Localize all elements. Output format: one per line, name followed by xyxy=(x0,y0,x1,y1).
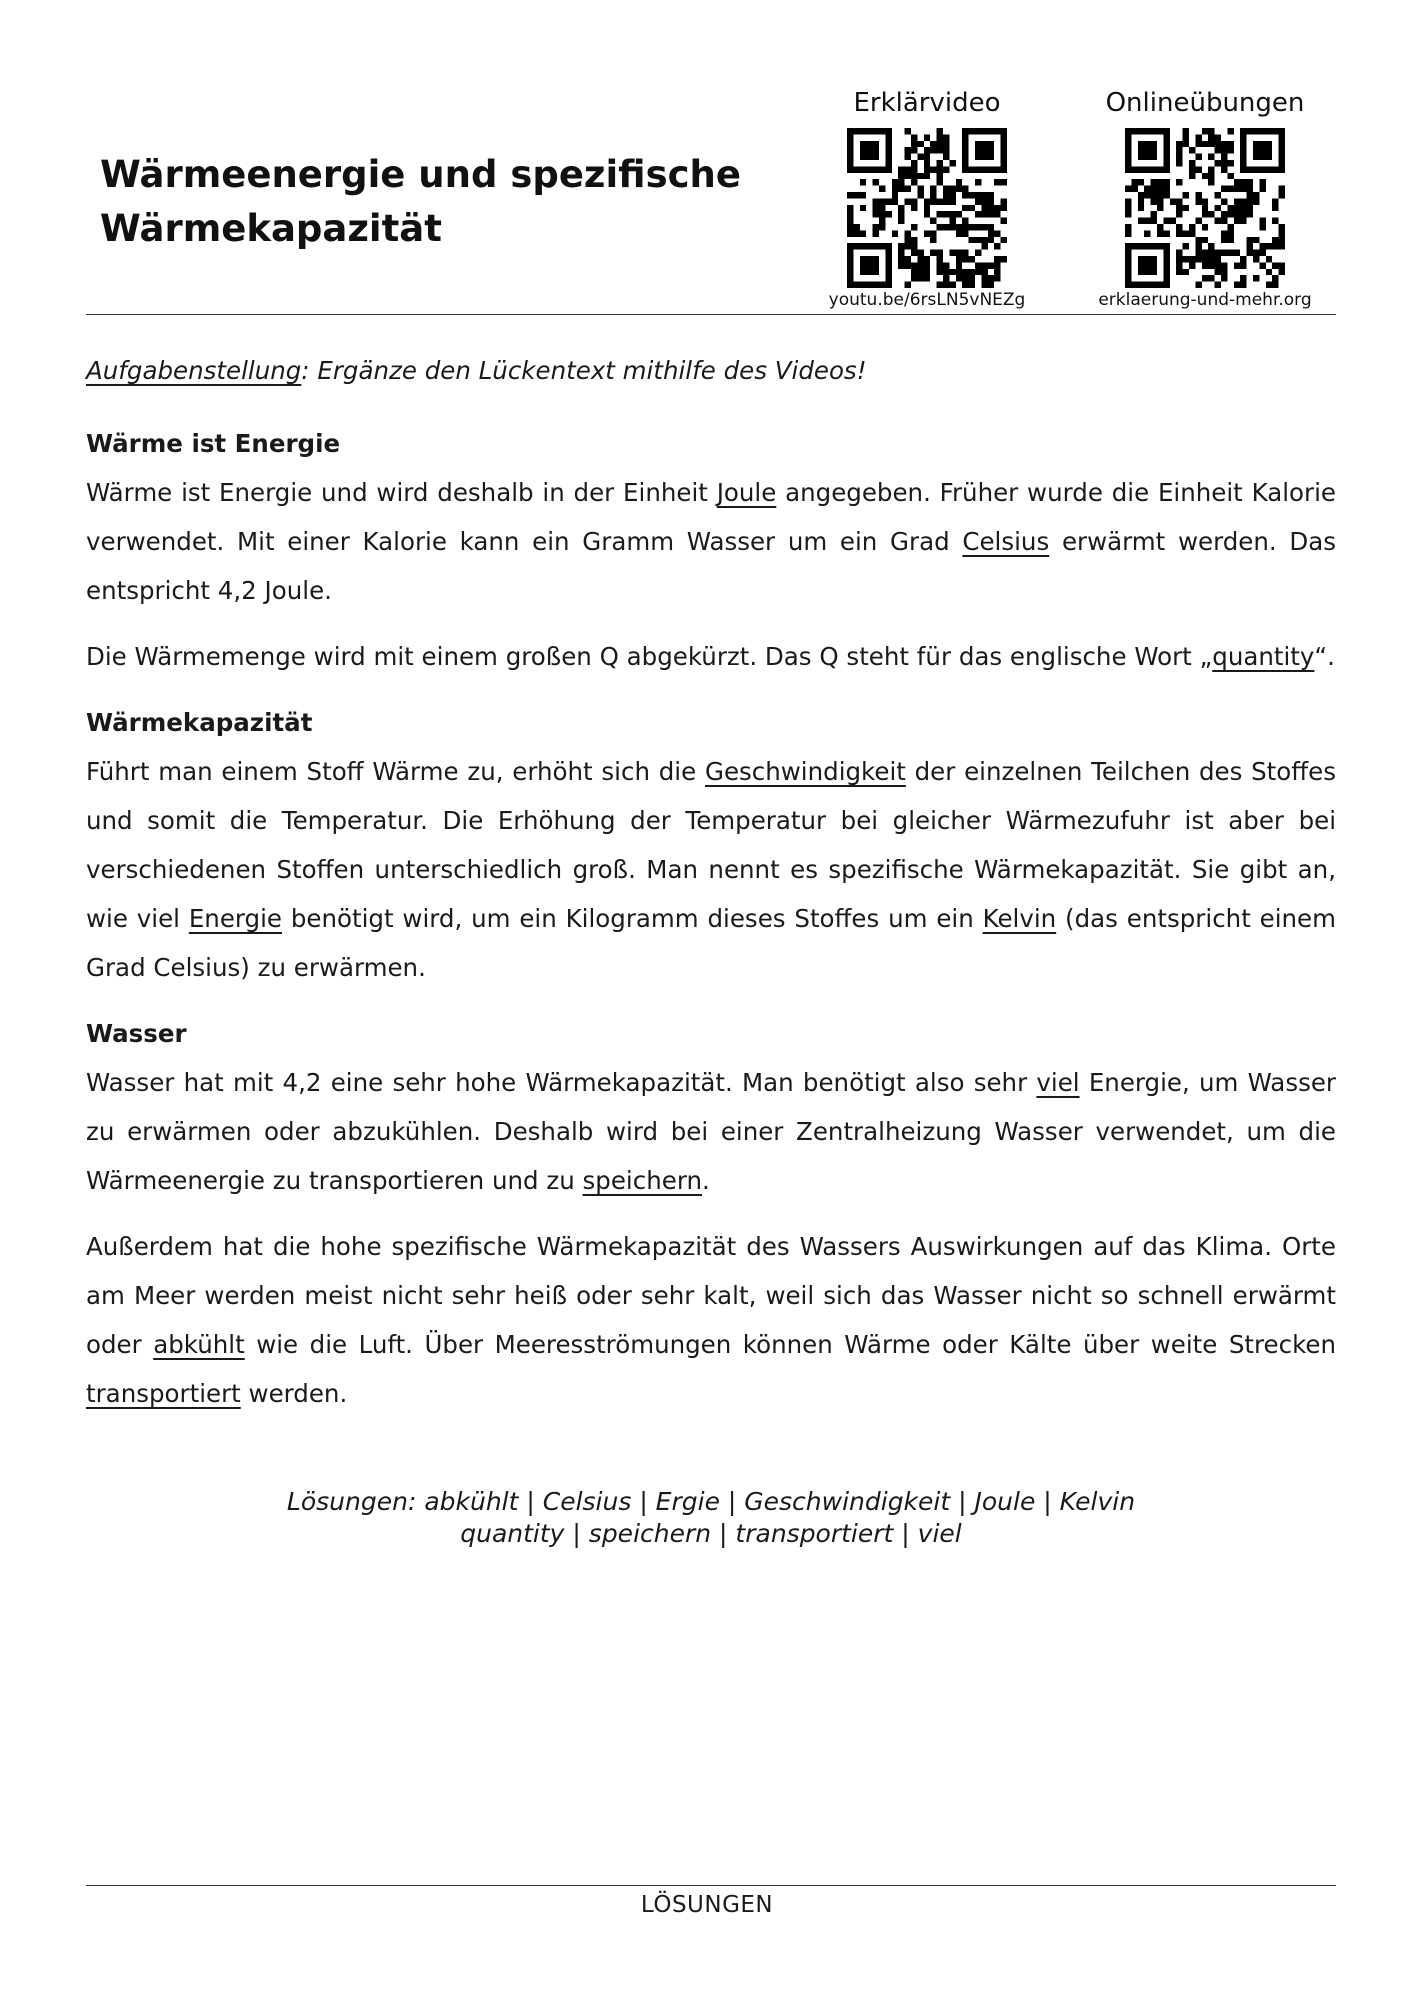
section-heading-waerme-energie: Wärme ist Energie xyxy=(86,429,341,458)
qr-block-video xyxy=(822,86,1032,310)
worksheet-body xyxy=(86,346,1336,1435)
section-heading-wasser: Wasser xyxy=(86,1019,187,1048)
solutions-line-2: quantity | speichern | transportiert | viel xyxy=(460,1519,962,1548)
text-run: Außerdem hat die hohe spezifische Wärmekapazität des Wassers Auswirkungen auf das Klima. Orte am Meer werden meist nicht sehr heiß oder sehr kalt, weil sich das Wasser nicht so schnell erwärmt oder xyxy=(86,1232,1336,1359)
header-divider xyxy=(86,314,1336,315)
solutions-line-1: Lösungen: abkühlt | Celsius | Ergie | Geschwindigkeit | Joule | Kelvin xyxy=(286,1487,1136,1516)
text-run: Wärme ist Energie und wird deshalb in der Einheit xyxy=(86,478,717,507)
qr-code-exercises-icon[interactable] xyxy=(1125,128,1285,288)
text-run: angegeben. Früher wurde die Einheit Kalorie verwendet. Mit einer Kalorie kann ein Gramm Wasser um ein Grad xyxy=(86,478,1336,556)
qr-modules xyxy=(847,128,1007,288)
qr-caption-exercises: Onlineübungen xyxy=(1105,88,1305,118)
title-line-1: Wärmeenergie und spezifische xyxy=(100,153,741,196)
text-run: wie die Luft. Über Meeresströmungen können Wärme oder Kälte über weite Strecken xyxy=(244,1330,1336,1359)
qr-url-exercises[interactable]: erklaerung-und-mehr.org xyxy=(1098,290,1312,310)
gap-answer: abkühlt xyxy=(153,1330,245,1359)
gap-answer: speichern xyxy=(582,1166,702,1195)
gap-answer: Joule xyxy=(716,478,777,507)
qr-code-video-icon[interactable] xyxy=(847,128,1007,288)
paragraph-waermekapazitaet xyxy=(86,747,1336,992)
paragraph-waerme-energie-1 xyxy=(86,468,1336,615)
text-run: werden. xyxy=(240,1379,348,1408)
gap-answer: viel xyxy=(1036,1068,1080,1097)
qr-block-exercises xyxy=(1090,86,1320,310)
text-run: erwärmt werden. Das entspricht 4,2 Joule. xyxy=(86,527,1336,605)
paragraph-wasser-1 xyxy=(86,1058,1336,1205)
gap-answer: Energie xyxy=(188,904,282,933)
qr-modules xyxy=(1125,128,1285,288)
qr-url-video[interactable]: youtu.be/6rsLN5vNEZg xyxy=(828,290,1026,310)
footer-label: LÖSUNGEN xyxy=(640,1892,774,1918)
page-title xyxy=(100,148,780,256)
text-run: Wasser hat mit 4,2 eine sehr hohe Wärmekapazität. Man benötigt also sehr xyxy=(86,1068,1037,1097)
text-run: . xyxy=(701,1166,710,1195)
gap-answer: Kelvin xyxy=(982,904,1057,933)
text-run: Energie, um Wasser zu erwärmen oder abzukühlen. Deshalb wird bei einer Zentralheizung Wasser verwendet, um die Wärmeenergie zu transportieren und zu xyxy=(86,1068,1336,1195)
solutions-list xyxy=(86,1486,1336,1550)
qr-caption-video: Erklärvideo xyxy=(853,88,1001,118)
section-heading-waermekapazitaet: Wärmekapazität xyxy=(86,708,313,737)
task-label: Aufgabenstellung xyxy=(86,356,302,385)
footer-divider xyxy=(86,1885,1336,1886)
task-colon: : xyxy=(301,356,310,385)
gap-answer: Celsius xyxy=(962,527,1050,556)
text-run: (das entspricht einem Grad Celsius) zu erwärmen. xyxy=(86,904,1336,982)
task-instruction xyxy=(86,346,1336,395)
text-run: Die Wärmemenge wird mit einem großen Q abgekürzt. Das Q steht für das englische Wort „ xyxy=(86,642,1213,671)
text-run: der einzelnen Teilchen des Stoffes und somit die Temperatur. Die Erhöhung der Temperatur bei gleicher Wärmezufuhr ist aber bei verschiedenen Stoffen unterschiedlich groß. Man nennt es spezifische Wärmekapazität. Sie gibt an, wie viel xyxy=(86,757,1336,933)
title-line-2: Wärmekapazität xyxy=(100,207,442,250)
gap-answer: quantity xyxy=(1212,642,1315,671)
task-text: Ergänze den Lückentext mithilfe des Videos! xyxy=(309,356,867,385)
text-run: “. xyxy=(1314,642,1335,671)
paragraph-wasser-2 xyxy=(86,1222,1336,1418)
paragraph-waerme-energie-2 xyxy=(86,632,1336,681)
gap-answer: transportiert xyxy=(86,1379,241,1408)
text-run: benötigt wird, um ein Kilogramm dieses Stoffes um ein xyxy=(281,904,983,933)
gap-answer: Geschwindigkeit xyxy=(704,757,906,786)
text-run: Führt man einem Stoff Wärme zu, erhöht sich die xyxy=(86,757,705,786)
